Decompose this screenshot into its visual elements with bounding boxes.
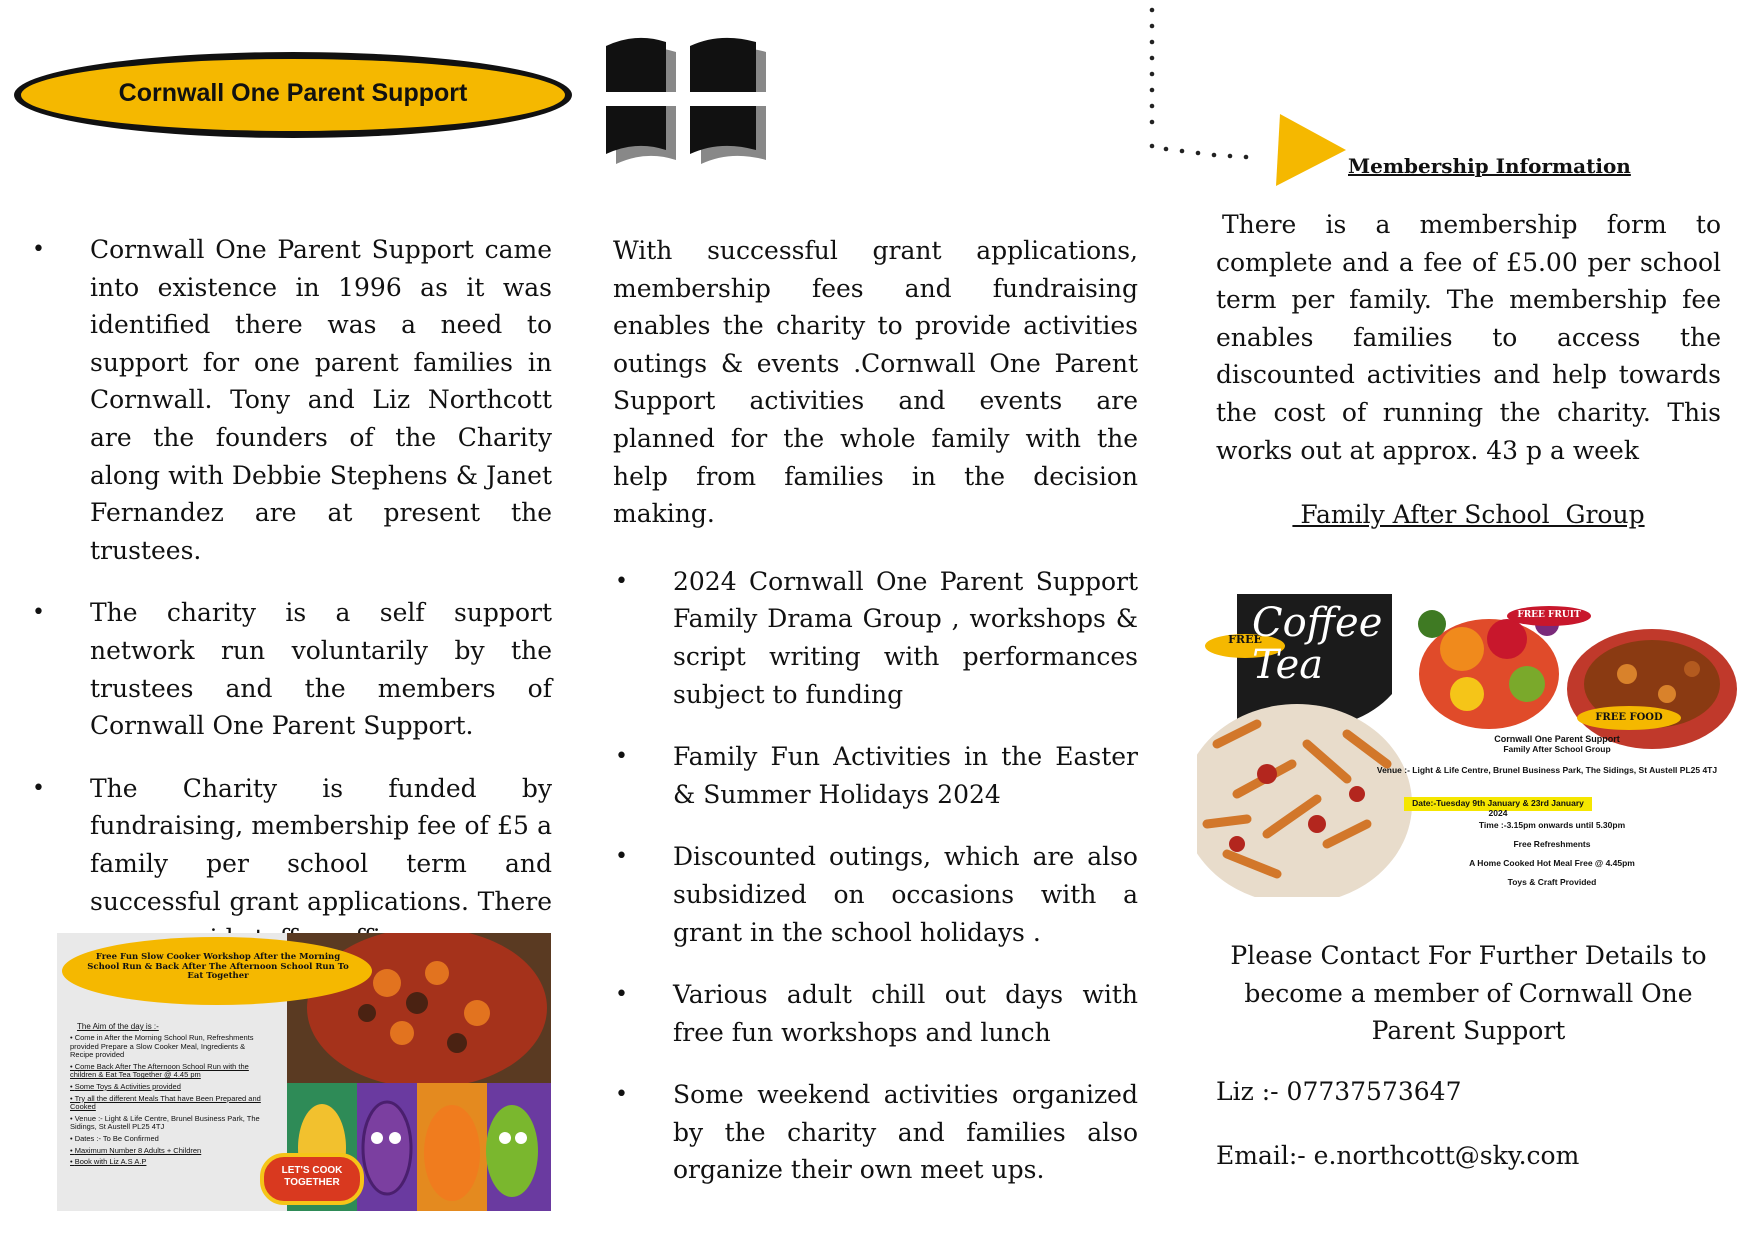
- poster-group: Family After School Group: [1503, 744, 1611, 754]
- list-item: • The Charity is funded by fundraising, membership fee of £5 a family per school term and successful grant applications. There: [30, 770, 552, 958]
- workshop-aim: The Aim of the day is :-: [77, 1022, 159, 1031]
- workshop-list: [70, 1034, 270, 1167]
- coffee-tea-sign: Coffee Tea: [1252, 600, 1383, 688]
- poster-time: Time :-3.15pm onwards until 5.30pm: [1478, 820, 1626, 830]
- contact-text: Please Contact For Further Details to become a member of Cornwall One Parent Support: [1230, 941, 1707, 1046]
- list-item: • 2024 Cornwall One Parent Support Family Drama Group , workshops & script writing with performances subject to funding: [613, 563, 1138, 713]
- list-item: • Come in After the Morning School Run, Refreshments provided Prepare a Slow Cooker Meal, Ingredients & Recipe provided: [70, 1033, 254, 1060]
- list-item: • Some weekend activities organized by the charity and families also organize their own meet ups.: [613, 1076, 1138, 1189]
- page-title: Cornwall One Parent Support: [118, 78, 468, 107]
- list-item: • Some Toys & Activities provided: [70, 1081, 181, 1091]
- poster-org: Cornwall One Parent Support: [1494, 734, 1620, 744]
- contact-phone: Liz :- 07737573647: [1216, 1077, 1462, 1106]
- membership-heading: Membership Information: [1348, 154, 1631, 178]
- list-item: • Book with Liz A.S A.P: [70, 1157, 147, 1167]
- poster-venue: Venue :- Light & Life Centre, Brunel Business Park, The Sidings, St Austell PL25 4TJ: [1376, 765, 1718, 775]
- free-label: FREE: [1228, 633, 1262, 646]
- poster-toys: Toys & Craft Provided: [1507, 877, 1597, 887]
- list-item: • Discounted outings, which are also subsidized on occasions with a grant in the school holidays .: [613, 838, 1138, 951]
- free-fruit-label: FREE FRUIT: [1517, 610, 1581, 620]
- slow-cooker-workshop-poster: [57, 933, 551, 1211]
- list-item: • Family Fun Activities in the Easter & Summer Holidays 2024: [613, 738, 1138, 813]
- poster-meal: A Home Cooked Hot Meal Free @ 4.45pm: [1469, 858, 1635, 868]
- group-heading: Family After School Group: [1292, 500, 1645, 529]
- contact-email: Email:- e.northcott@sky.com: [1216, 1141, 1580, 1170]
- title-banner: [14, 52, 572, 138]
- list-item: • Various adult chill out days with free fun workshops and lunch: [613, 976, 1138, 1051]
- free-food-label: FREE FOOD: [1595, 712, 1663, 723]
- list-item: • Dates :- To Be Confirmed: [70, 1133, 159, 1143]
- column-about: [30, 231, 552, 983]
- list-item: • Cornwall One Parent Support came into existence in 1996 as it was identified there was a need to support for one parent families in Cornwall. Tony and Liz Northcott are the founders of the Charity along with Debbie Stephens & Janet Fernandez are at present the trustees.: [30, 231, 552, 569]
- workshop-title: Free Fun Slow Cooker Workshop After the Morning School Run & Back After The Afternoon School Run To Eat Together: [87, 952, 349, 981]
- list-item: • The charity is a self support network run voluntarily by the trustees and the members of Cornwall One Parent Support.: [30, 594, 552, 744]
- poster-date: Date:-Tuesday 9th January & 23rd January 2024: [1412, 798, 1584, 818]
- list-item: • Venue :- Light & Life Centre, Brunel Business Park, The Sidings, St Austell PL25 4TJ: [70, 1113, 260, 1132]
- membership-body: There is a membership form to complete and a fee of £5.00 per school term per family. The membership fee enables families to access the discounted activities and help towards the cost of running the charity. This works out at approx. 43 p a week: [1216, 210, 1721, 465]
- lets-cook-badge: LET'S COOK TOGETHER: [281, 1165, 343, 1188]
- list-item: • Come Back After The Afternoon School Run with the children & Eat Tea Together @ 4.45 pm: [70, 1061, 249, 1080]
- list-item: • Maximum Number 8 Adults + Children: [70, 1145, 202, 1155]
- activities-intro: With successful grant applications, membership fees and fundraising enables the charity to provide activities outings & events .Cornwall One Parent Support activities and events are planned for the whole family with the help from families in the decision making.: [613, 236, 1138, 529]
- column-activities: [613, 232, 1138, 1214]
- poster-refreshments: Free Refreshments: [1513, 839, 1591, 849]
- list-item: • Try all the different Meals That have Been Prepared and Cooked: [70, 1093, 261, 1112]
- column-membership: [1216, 206, 1721, 469]
- arrow-triangle-icon: [1140, 4, 1350, 190]
- after-school-group-poster: [1197, 594, 1737, 897]
- cornwall-flag-icon: [600, 32, 772, 174]
